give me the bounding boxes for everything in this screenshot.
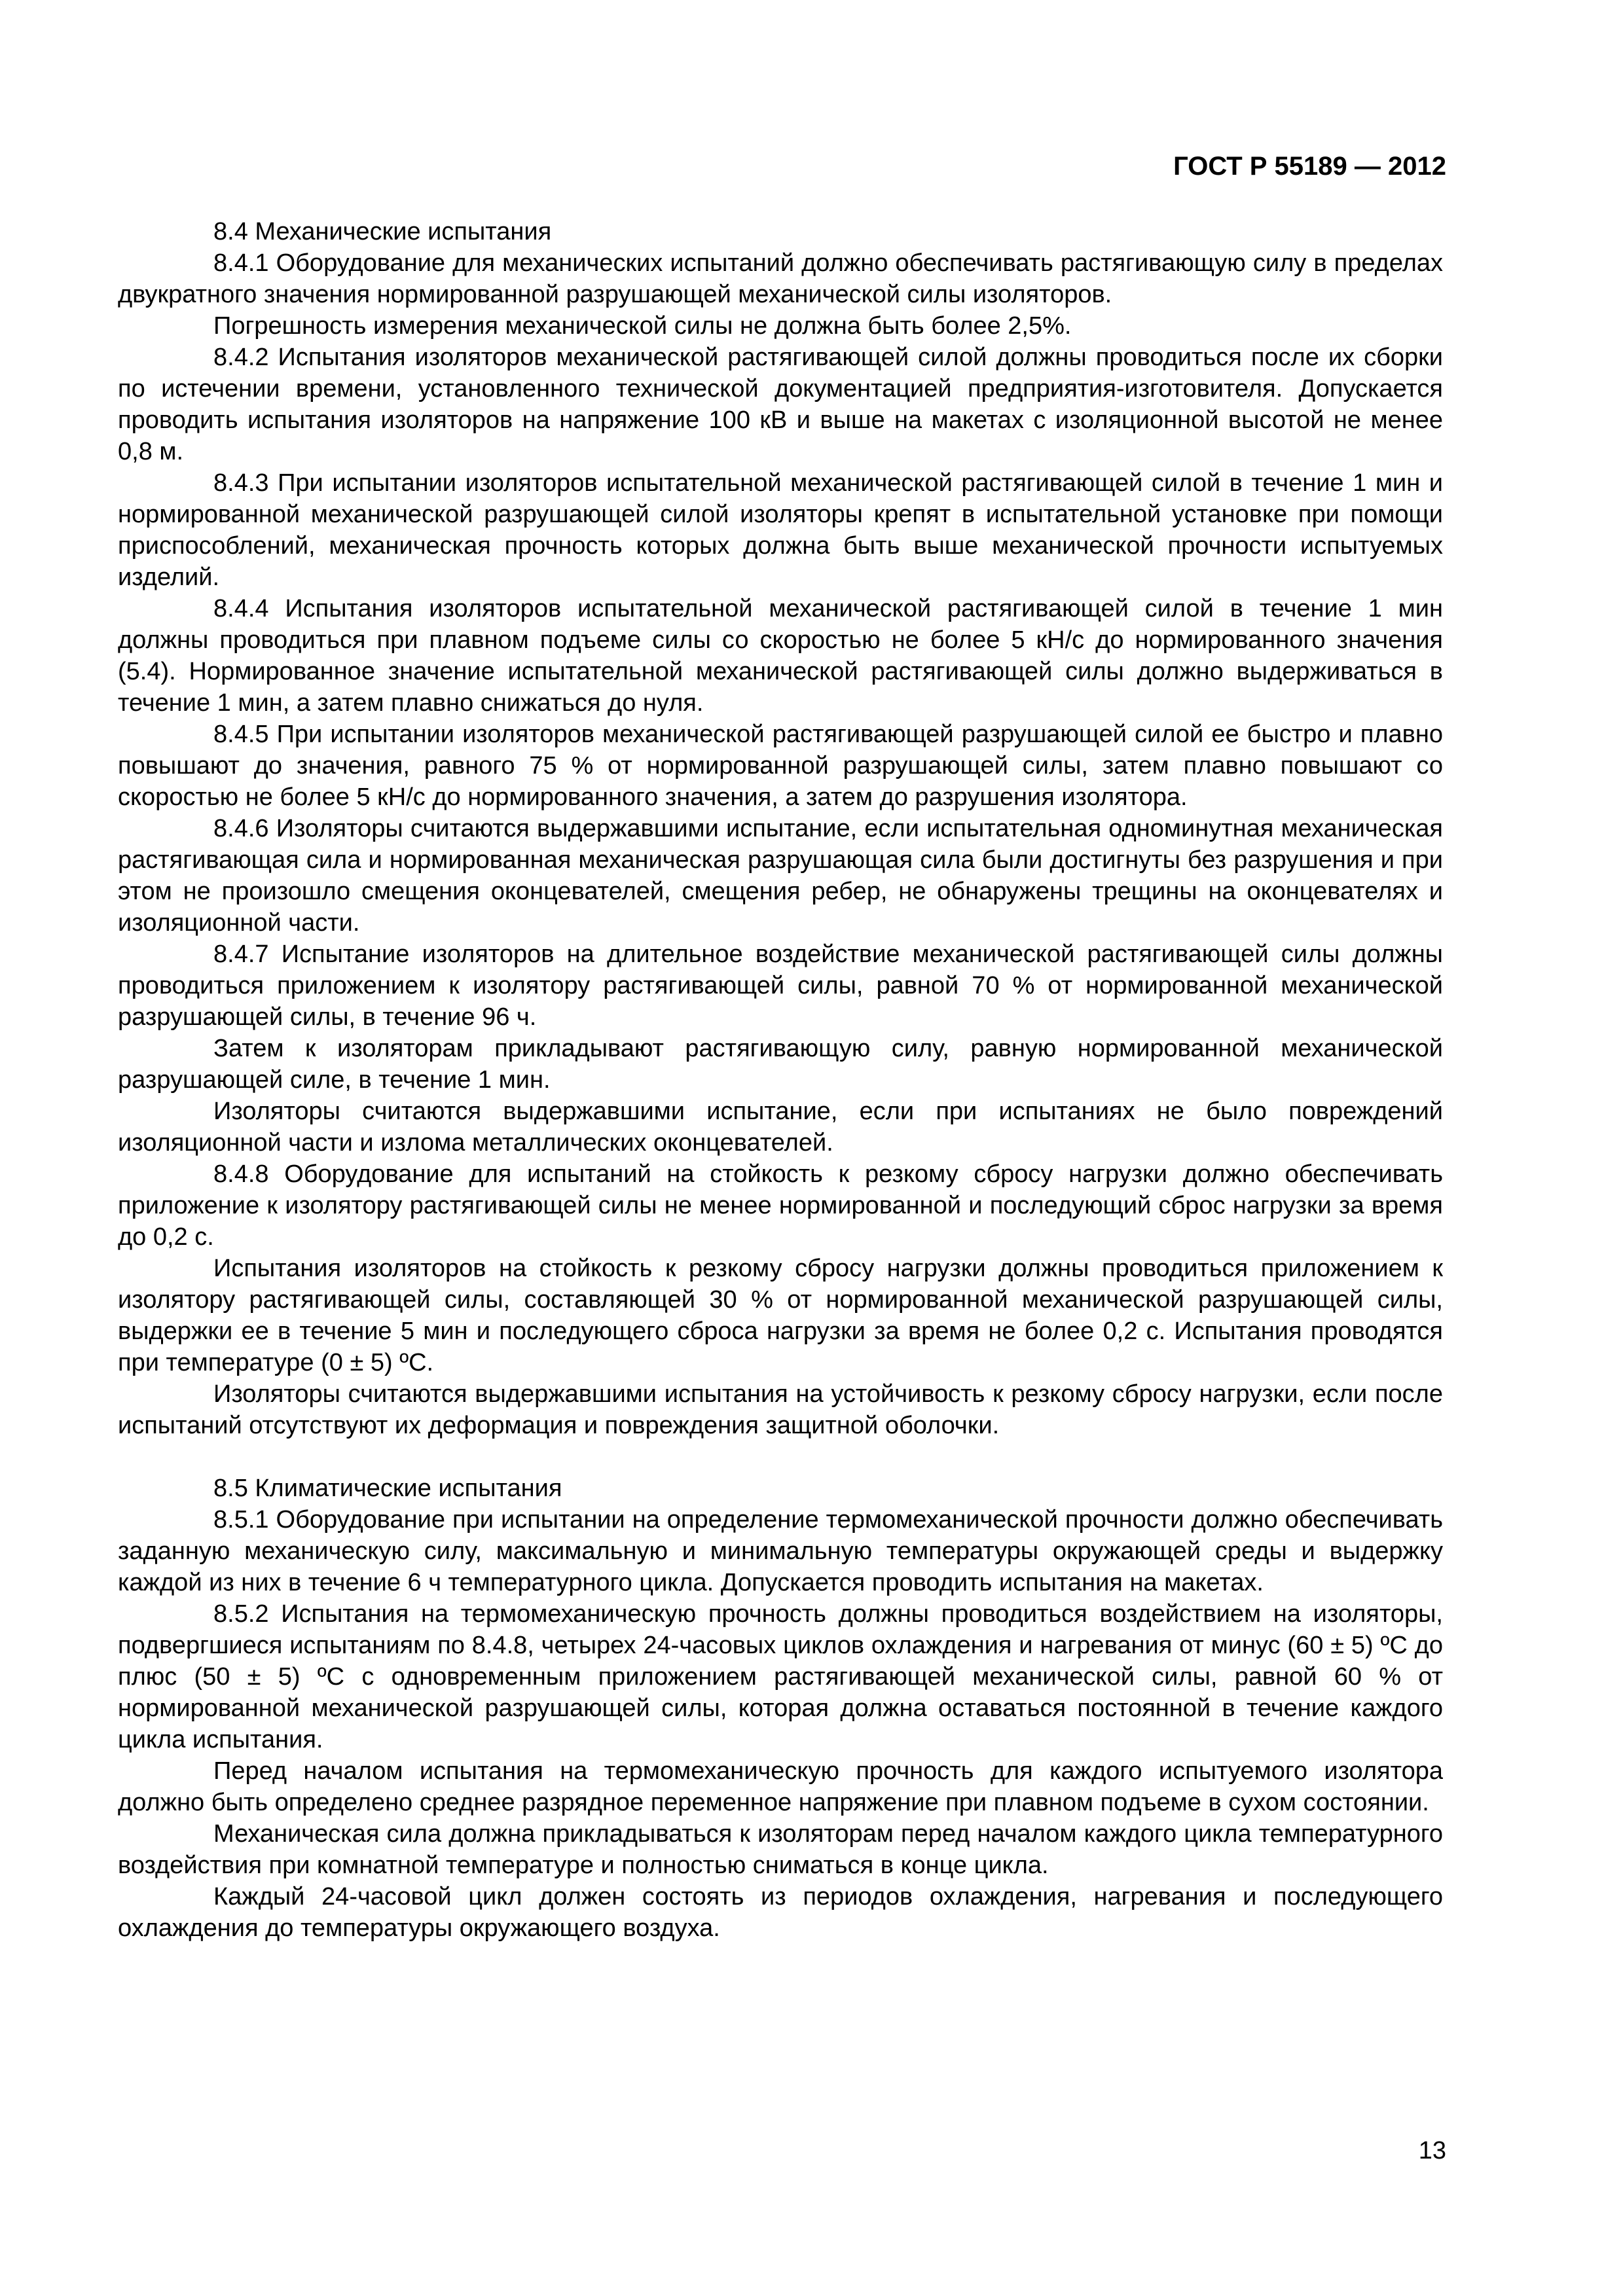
paragraph-8-4-3: 8.4.3 При испытании изоляторов испытательной механической растягивающей силой в течение 1 мин и нормированной механической разрушающей силой изоляторы крепят в испытательной установке при помощи приспособлений, механическая прочность которых должна быть выше механической прочности испытуемых изделий. <box>118 469 1443 591</box>
section-8-4 <box>118 216 1443 1441</box>
section-heading: 8.5 Климатические испытания <box>213 1475 562 1502</box>
paragraph-8-4-6: 8.4.6 Изоляторы считаются выдержавшими испытание, если испытательная одноминутная механическая растягивающая сила и нормированная механическая разрушающая сила были достигнуты без разрушения и при этом не произошло смещения оконцевателей, смещения ребер, не обнаружены трещины на оконцевателях и изоляционной части. <box>118 815 1443 937</box>
paragraph: Изоляторы считаются выдержавшими испытания на устойчивость к резкому сбросу нагрузки, если после испытаний отсутствуют их деформация и повреждения защитной оболочки. <box>118 1380 1443 1439</box>
paragraph-8-5-2: 8.5.2 Испытания на термомеханическую прочность должны проводиться воздействием на изоляторы, подвергшиеся испытаниям по 8.4.8, четырех 24-часовых циклов охлаждения и нагревания от минус (60 ± 5) ºС до плюс (50 ± 5) ºС с одновременным приложением растягивающей механической силы, равной 60 % от нормированной механической разрушающей силы, которая должна оставаться постоянной в течение каждого цикла испытания. <box>118 1600 1443 1753</box>
page-number: 13 <box>1418 2137 1446 2164</box>
document-body <box>118 216 1443 1944</box>
section-spacer <box>118 1441 1443 1473</box>
paragraph: Испытания изоляторов на стойкость к резкому сбросу нагрузки должны проводиться приложением к изолятору растягивающей силы, составляющей 30 % от нормированной механической разрушающей силы, выдержки ее в течение 5 мин и последующего сброса нагрузки за время не более 0,2 с. Испытания проводятся при температуре (0 ± 5) ºС. <box>118 1255 1443 1376</box>
standard-code-header: ГОСТ Р 55189 — 2012 <box>1173 152 1446 181</box>
paragraph: Каждый 24-часовой цикл должен состоять из периодов охлаждения, нагревания и последующего охлаждения до температуры окружающего воздуха. <box>118 1883 1443 1942</box>
paragraph-8-5-1: 8.5.1 Оборудование при испытании на определение термомеханической прочности должно обеспечивать заданную механическую силу, максимальную и минимальную температуры окружающей среды и выдержку каждой из них в течение 6 ч температурного цикла. Допускается проводить испытания на макетах. <box>118 1506 1443 1596</box>
paragraph-8-4-5: 8.4.5 При испытании изоляторов механической растягивающей разрушающей силой ее быстро и плавно повышают до значения, равного 75 % от нормированной разрушающей силы, затем плавно повышают со скоростью не более 5 кН/с до нормированного значения, а затем до разрушения изолятора. <box>118 721 1443 811</box>
section-heading: 8.4 Механические испытания <box>213 218 552 245</box>
paragraph-8-4-8: 8.4.8 Оборудование для испытаний на стойкость к резкому сбросу нагрузки должно обеспечивать приложение к изолятору растягивающей силы не менее нормированной и последующий сброс нагрузки за время до 0,2 с. <box>118 1160 1443 1251</box>
paragraph-8-4-7: 8.4.7 Испытание изоляторов на длительное воздействие механической растягивающей силы должны проводиться приложением к изолятору растягивающей силы, равной 70 % от нормированной механической разрушающей силы, в течение 96 ч. <box>118 941 1443 1031</box>
paragraph: Изоляторы считаются выдержавшими испытание, если при испытаниях не было повреждений изоляционной части и излома металлических оконцевателей. <box>118 1098 1443 1157</box>
paragraph-8-4-1: 8.4.1 Оборудование для механических испытаний должно обеспечивать растягивающую силу в пределах двукратного значения нормированной разрушающей механической силы изоляторов. <box>118 249 1443 308</box>
paragraph: Затем к изоляторам прикладывают растягивающую силу, равную нормированной механической разрушающей силе, в течение 1 мин. <box>118 1035 1443 1094</box>
paragraph: Перед началом испытания на термомеханическую прочность для каждого испытуемого изолятора должно быть определено среднее разрядное переменное напряжение при плавном подъеме в сухом состоянии. <box>118 1757 1443 1816</box>
section-8-5 <box>118 1473 1443 1944</box>
paragraph-8-4-4: 8.4.4 Испытания изоляторов испытательной механической растягивающей силой в течение 1 мин должны проводиться при плавном подъеме силы со скоростью не более 5 кН/с до нормированного значения (5.4). Нормированное значение испытательной механической растягивающей силы должно выдерживаться в течение 1 мин, а затем плавно снижаться до нуля. <box>118 595 1443 717</box>
paragraph: Погрешность измерения механической силы не должна быть более 2,5%. <box>213 312 1072 340</box>
paragraph-8-4-2: 8.4.2 Испытания изоляторов механической растягивающей силой должны проводиться после их сборки по истечении времени, установленного технической документацией предприятия-изготовителя. Допускается проводить испытания изоляторов на напряжение 100 кВ и выше на макетах с изоляционной высотой не менее 0,8 м. <box>118 344 1443 465</box>
paragraph: Механическая сила должна прикладываться к изоляторам перед началом каждого цикла температурного воздействия при комнатной температуре и полностью сниматься в конце цикла. <box>118 1820 1443 1879</box>
